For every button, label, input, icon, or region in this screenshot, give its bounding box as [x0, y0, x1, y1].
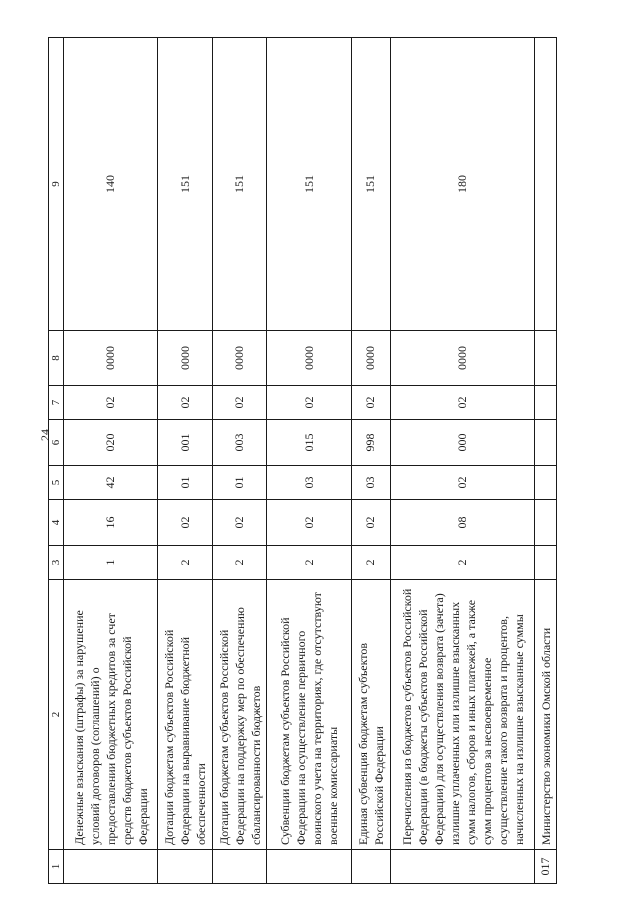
element-cell: 02: [212, 386, 267, 420]
header-cell-3: 3: [49, 546, 64, 580]
subarticle-cell: [535, 420, 557, 466]
program-cell: [535, 331, 557, 386]
revenue-name-cell: Дотации бюджетам субъектов Российской Федерации на выравнивание бюджетной обеспеченности: [158, 580, 213, 850]
element-cell: 02: [64, 386, 158, 420]
subgroup-cell: 16: [64, 500, 158, 546]
element-cell: 02: [267, 386, 351, 420]
revenue-name-cell: Субвенции бюджетам субъектов Российской Федерации на осуществление первичного воинского учета на территориях, где отсутствуют военные комиссариаты: [267, 580, 351, 850]
subarticle-cell: 000: [391, 420, 535, 466]
article-cell: [535, 466, 557, 500]
header-cell-8: 8: [49, 331, 64, 386]
subarticle-cell: 003: [212, 420, 267, 466]
group-cell: 1: [64, 546, 158, 580]
admin-code-cell: [267, 850, 351, 884]
element-cell: 02: [391, 386, 535, 420]
subarticle-cell: 001: [158, 420, 213, 466]
group-cell: 2: [212, 546, 267, 580]
program-cell: 0000: [158, 331, 213, 386]
admin-code-cell: [158, 850, 213, 884]
admin-code-cell: 017: [535, 850, 557, 884]
admin-code-cell: [64, 850, 158, 884]
table-row: [535, 38, 557, 884]
article-cell: 01: [212, 466, 267, 500]
program-cell: 0000: [64, 331, 158, 386]
revenue-name-cell: Перечисления из бюджетов субъектов Российской Федерации (в бюджеты субъектов Российской Федерации) для осуществления возврата (зачета) излишне уплаченных или излишне взысканных сумм налогов, сборов и иных платежей, а также сумм процентов за несвоевременное осуществление такого возврата и процентов, начисленных на излишне взысканные суммы: [391, 580, 535, 850]
table-row: [351, 38, 390, 884]
table-row: [212, 38, 267, 884]
economic-class-cell: 151: [158, 38, 213, 331]
economic-class-cell: [535, 38, 557, 331]
economic-class-cell: 151: [212, 38, 267, 331]
table-row: [267, 38, 351, 884]
revenue-name-cell: Единая субвенция бюджетам субъектов Российской Федерации: [351, 580, 390, 850]
revenue-name-cell: Денежные взыскания (штрафы) за нарушение условий договоров (соглашений) о предоставлении бюджетных кредитов за счет средств бюджетов субъектов Российской Федерации: [64, 580, 158, 850]
article-cell: 03: [267, 466, 351, 500]
header-cell-2: 2: [49, 580, 64, 850]
subgroup-cell: [535, 500, 557, 546]
revenue-name-cell: Дотации бюджетам субъектов Российской Федерации на поддержку мер по обеспечению сбалансированности бюджетов: [212, 580, 267, 850]
article-cell: 02: [391, 466, 535, 500]
header-cell-1: 1: [49, 850, 64, 884]
header-cell-9: 9: [49, 38, 64, 331]
article-cell: 42: [64, 466, 158, 500]
program-cell: 0000: [391, 331, 535, 386]
header-cell-5: 5: [49, 466, 64, 500]
admin-code-cell: [391, 850, 535, 884]
header-cell-6: 6: [49, 420, 64, 466]
admin-code-cell: [212, 850, 267, 884]
table-row: [391, 38, 535, 884]
subgroup-cell: 02: [212, 500, 267, 546]
page-number: 24: [38, 429, 52, 441]
program-cell: 0000: [267, 331, 351, 386]
group-cell: 2: [351, 546, 390, 580]
program-cell: 0000: [351, 331, 390, 386]
header-cell-7: 7: [49, 386, 64, 420]
budget-classification-table: [48, 37, 557, 884]
economic-class-cell: 140: [64, 38, 158, 331]
element-cell: [535, 386, 557, 420]
element-cell: 02: [158, 386, 213, 420]
header-cell-4: 4: [49, 500, 64, 546]
economic-class-cell: 180: [391, 38, 535, 331]
table-row: [64, 38, 158, 884]
economic-class-cell: 151: [351, 38, 390, 331]
subgroup-cell: 02: [267, 500, 351, 546]
subgroup-cell: 08: [391, 500, 535, 546]
subarticle-cell: 015: [267, 420, 351, 466]
rotated-table-container: [48, 38, 557, 884]
group-cell: [535, 546, 557, 580]
article-cell: 03: [351, 466, 390, 500]
group-cell: 2: [391, 546, 535, 580]
group-cell: 2: [267, 546, 351, 580]
revenue-name-cell: Министерство экономики Омской области: [535, 580, 557, 850]
element-cell: 02: [351, 386, 390, 420]
table-header-row: [49, 38, 64, 884]
economic-class-cell: 151: [267, 38, 351, 331]
subarticle-cell: 998: [351, 420, 390, 466]
program-cell: 0000: [212, 331, 267, 386]
admin-code-cell: [351, 850, 390, 884]
table-row: [158, 38, 213, 884]
subarticle-cell: 020: [64, 420, 158, 466]
group-cell: 2: [158, 546, 213, 580]
subgroup-cell: 02: [351, 500, 390, 546]
subgroup-cell: 02: [158, 500, 213, 546]
article-cell: 01: [158, 466, 213, 500]
